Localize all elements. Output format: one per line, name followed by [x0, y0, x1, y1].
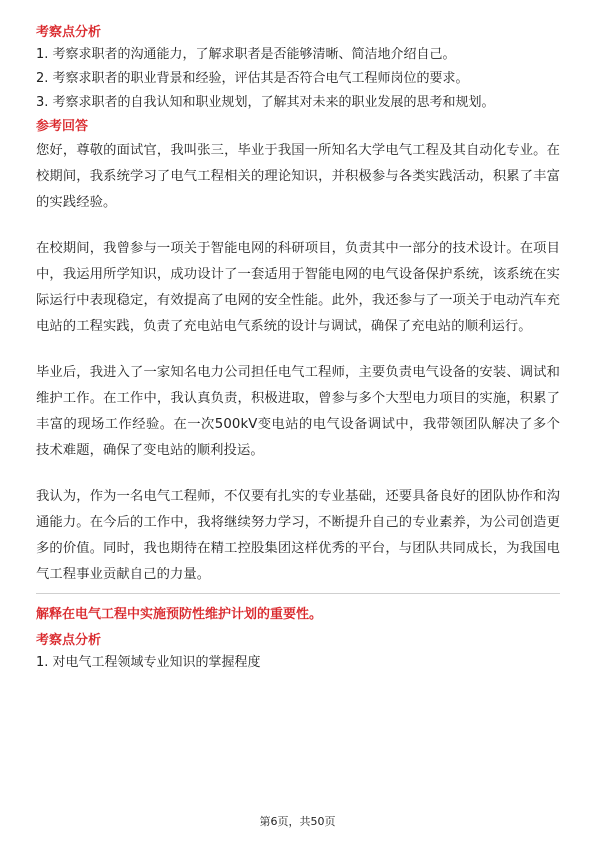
paragraph-spacer	[36, 216, 560, 236]
paragraph-spacer	[36, 340, 560, 360]
answer-paragraph: 毕业后，我进入了一家知名电力公司担任电气工程师，主要负责电气设备的安装、调试和维护工作。在工作中，我认真负责，积极进取，曾参与多个大型电力项目的实施，积累了丰富的现场工作经验。在一次500kV变电站的电气设备调试中，我带领团队解决了多个技术难题，确保了变电站的顺利投运。	[36, 365, 560, 458]
analysis-point: 3. 考察求职者的自我认知和职业规划，了解其对未来的职业发展的思考和规划。	[36, 95, 495, 110]
paragraph-spacer	[36, 464, 560, 484]
question-section	[36, 604, 560, 673]
analysis-point: 1. 对电气工程领域专业知识的掌握程度	[36, 655, 261, 670]
section-divider	[36, 593, 560, 594]
page-number: 第6页，共50页	[259, 815, 336, 828]
analysis-section	[36, 22, 560, 113]
answer-paragraph: 我认为，作为一名电气工程师，不仅要有扎实的专业基础，还要具备良好的团队协作和沟通能力。在今后的工作中，我将继续努力学习，不断提升自己的专业素养，为公司创造更多的价值。同时，我也期待在精工控股集团这样优秀的平台，与团队共同成长，为我国电气工程事业贡献自己的力量。	[36, 489, 560, 582]
question-title: 解释在电气工程中实施预防性维护计划的重要性。	[36, 607, 323, 622]
page-content	[36, 22, 560, 676]
analysis-heading: 考察点分析	[36, 25, 102, 40]
answer-paragraph: 您好，尊敬的面试官，我叫张三，毕业于我国一所知名大学电气工程及其自动化专业。在校期间，我系统学习了电气工程相关的理论知识，并积极参与各类实践活动，积累了丰富的实践经验。	[36, 143, 560, 210]
analysis-point: 1. 考察求职者的沟通能力，了解求职者是否能够清晰、简洁地介绍自己。	[36, 47, 456, 62]
answer-section	[36, 116, 560, 588]
answer-heading: 参考回答	[36, 119, 89, 134]
analysis-heading: 考察点分析	[36, 633, 102, 648]
analysis-point: 2. 考察求职者的职业背景和经验，评估其是否符合电气工程师岗位的要求。	[36, 71, 469, 86]
answer-paragraph: 在校期间，我曾参与一项关于智能电网的科研项目，负责其中一部分的技术设计。在项目中，我运用所学知识，成功设计了一套适用于智能电网的电气设备保护系统，该系统在实际运行中表现稳定，有效提高了电网的安全性能。此外，我还参与了一项关于电动汽车充电站的工程实践，负责了充电站电气系统的设计与调试，确保了充电站的顺利运行。	[36, 241, 560, 334]
